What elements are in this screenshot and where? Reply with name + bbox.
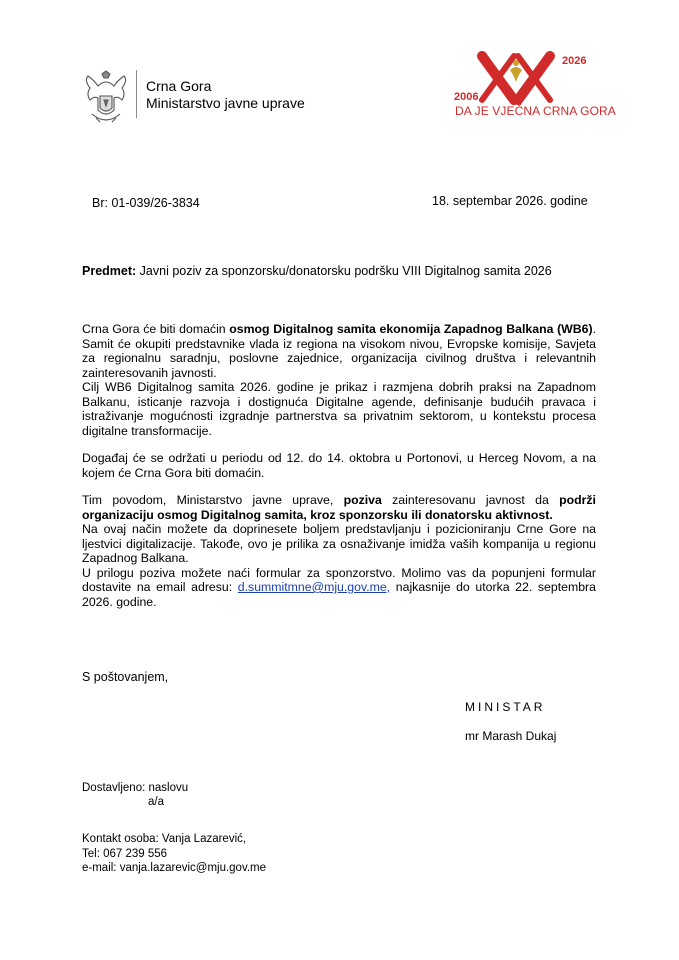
org-ministry: Ministarstvo javne uprave xyxy=(146,95,305,111)
paragraph-4 xyxy=(82,493,596,522)
paragraph-1 xyxy=(82,322,596,380)
contact-person: Kontakt osoba: Vanja Lazarević, xyxy=(82,833,247,845)
letter-body xyxy=(82,322,596,609)
paragraph-3: Događaj će se održati u periodu od 12. do 14. oktobra u Portonovi, u Herceg Novom, a na kojem će Crna Gora biti domaćin. xyxy=(82,451,596,480)
p6-text-b: najkasnije do utorka 22. septembra 2026. godine. xyxy=(82,580,596,609)
contact-phone: Tel: 067 239 556 xyxy=(82,847,168,860)
contact-email: e-mail: vanja.lazarevic@mju.gov.me xyxy=(82,862,267,874)
p6-text-a: U prilogu poziva možete naći formular za sponzorstvo. Molimo vas da popunjeni formular dostavite na email adresu: xyxy=(82,565,596,594)
p1-bold: osmog Digitalnog samita ekonomija Zapadnog Balkana (WB6) xyxy=(229,322,593,336)
jubilee-caption: DA JE VJEČNA CRNA GORA xyxy=(455,104,616,118)
signature-name: mr Marash Dukaj xyxy=(465,729,557,743)
delivered-archive: a/a xyxy=(148,796,164,808)
reference-number: Br: 01-039/26-3834 xyxy=(92,196,200,210)
delivered-to: Dostavljeno: naslovu xyxy=(82,782,189,794)
p1-text-a: Crna Gora će biti domaćin xyxy=(82,322,230,336)
subject-label: Predmet: xyxy=(82,264,137,278)
subject-text: Javni poziv za sponzorsku/donatorsku podršku VIII Digitalnog samita 2026 xyxy=(136,264,552,278)
p4-text-a: Tim povodom, Ministarstvo javne uprave, xyxy=(82,493,344,507)
p4-text-c: zainteresovanu javnost da xyxy=(381,493,560,507)
paragraph-2: Cilj WB6 Digitalnog samita 2026. godine je prikaz i razmjena dobrih praksi na Zapadnom Balkanu, isticanje razvoja i dostignuća Digitalne agende, definisanje budućih pravaca i istraživanje mogućnosti izgradnje partnerstva sa privatnim sektorom, u kontekstu procesa digitalne transformacije. xyxy=(82,380,596,438)
signature-title: MINISTAR xyxy=(465,700,546,714)
p4-bold-a: poziva xyxy=(343,493,382,507)
p4-bold-d: podrži organizaciju osmog Digitalnog samita, kroz sponzorsku ili donatorsku aktivnost. xyxy=(82,493,596,522)
header-divider xyxy=(136,70,137,118)
contact-block xyxy=(82,832,266,876)
closing-salutation: S poštovanjem, xyxy=(82,670,169,684)
paragraph-6 xyxy=(82,566,596,610)
paragraph-5: Na ovaj način možete da doprinesete boljem predstavljanju i pozicioniranju Crne Gore na ljestvici digitalizacije. Takođe, ovo je prilika za osnaživanje imidža vaših kompanija u regionu Zapadnog Balkana. xyxy=(82,522,596,565)
jubilee-year-end: 2026 xyxy=(562,55,587,67)
coat-of-arms-icon xyxy=(82,70,130,128)
p1-text-c: . Samit će okupiti predstavnike vlada iz regiona na visokom nivou, Evropske komisije, Savjeta za regionalnu saradnju, poslovne zajednice, organizacija civilnog društva i relevantnih zainteresovanih javnosti. xyxy=(82,322,597,380)
org-country: Crna Gora xyxy=(146,78,212,94)
summit-email-link[interactable]: d.summitmne@mju.gov.me, xyxy=(237,580,391,594)
jubilee-year-start: 2006 xyxy=(454,91,479,103)
document-date: 18. septembar 2026. godine xyxy=(432,194,588,208)
subject-line xyxy=(82,264,552,278)
